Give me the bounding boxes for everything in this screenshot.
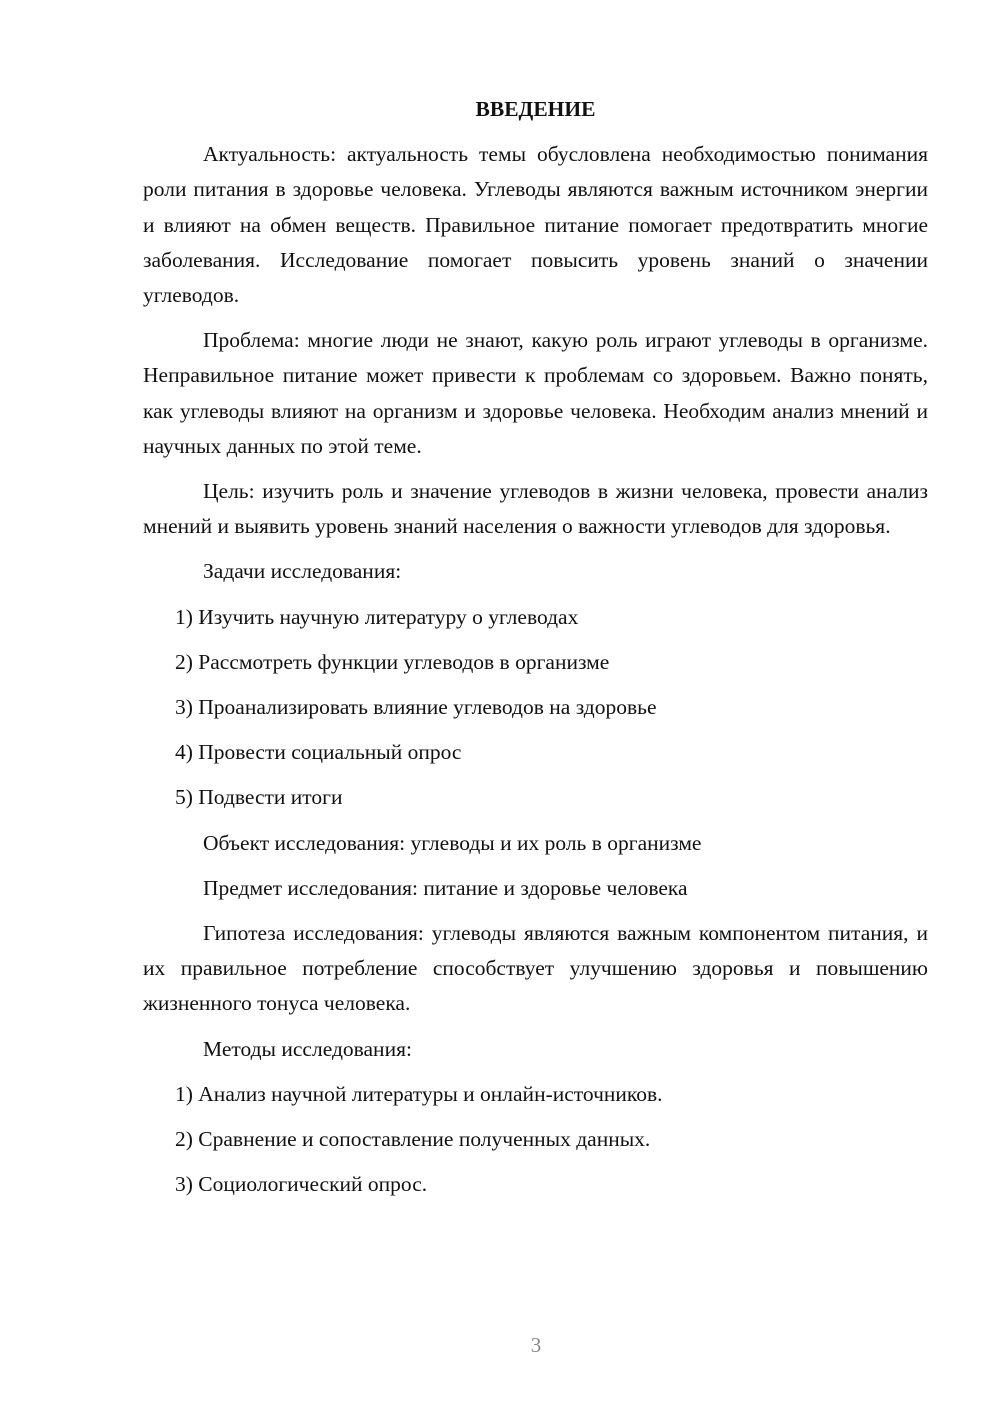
problem-paragraph: Проблема: многие люди не знают, какую роль играют углеводы в организме. Неправильное питание может привести к проблемам со здоровьем. Важно понять, как углеводы влияют на организм и здоровье человека. Необходим анализ мнений и научных данных по этой теме. (143, 328, 928, 458)
list-item: 4) Провести социальный опрос (175, 740, 462, 765)
research-subject: Предмет исследования: питание и здоровье человека (203, 875, 688, 900)
list-item: 1) Изучить научную литературу о углеводах (175, 604, 579, 629)
relevance-paragraph: Актуальность: актуальность темы обусловлена необходимостью понимания роли питания в здоровье человека. Углеводы являются важным источником энергии и влияют на обмен веществ. Правильное питание помогает предотвратить многие заболевания. Исследование помогает повысить уровень знаний о значении углеводов. (143, 142, 928, 308)
list-item: 3) Социологический опрос. (175, 1172, 428, 1197)
page-number: 3 (530, 1333, 542, 1357)
hypothesis-paragraph: Гипотеза исследования: углеводы являются важным компонентом питания, и их правильное потребление способствует улучшению здоровья и повышению жизненного тонуса человека. (143, 921, 928, 1016)
list-item: 1) Анализ научной литературы и онлайн-источников. (175, 1081, 663, 1106)
list-item: 2) Рассмотреть функции углеводов в организме (175, 649, 610, 674)
section-heading: ВВЕДЕНИЕ (475, 97, 596, 121)
research-object: Объект исследования: углеводы и их роль в организме (203, 830, 702, 855)
list-item: 3) Проанализировать влияние углеводов на здоровье (175, 695, 657, 720)
list-item: 5) Подвести итоги (175, 785, 343, 810)
page-content (143, 92, 928, 1212)
tasks-title: Задачи исследования: (203, 559, 402, 584)
list-item: 2) Сравнение и сопоставление полученных данных. (175, 1127, 651, 1152)
methods-list (143, 1077, 928, 1203)
goal-paragraph: Цель: изучить роль и значение углеводов в жизни человека, провести анализ мнений и выявить уровень знаний населения о важности углеводов для здоровья. (143, 479, 928, 539)
methods-title: Методы исследования: (203, 1036, 412, 1061)
tasks-list (143, 600, 928, 816)
